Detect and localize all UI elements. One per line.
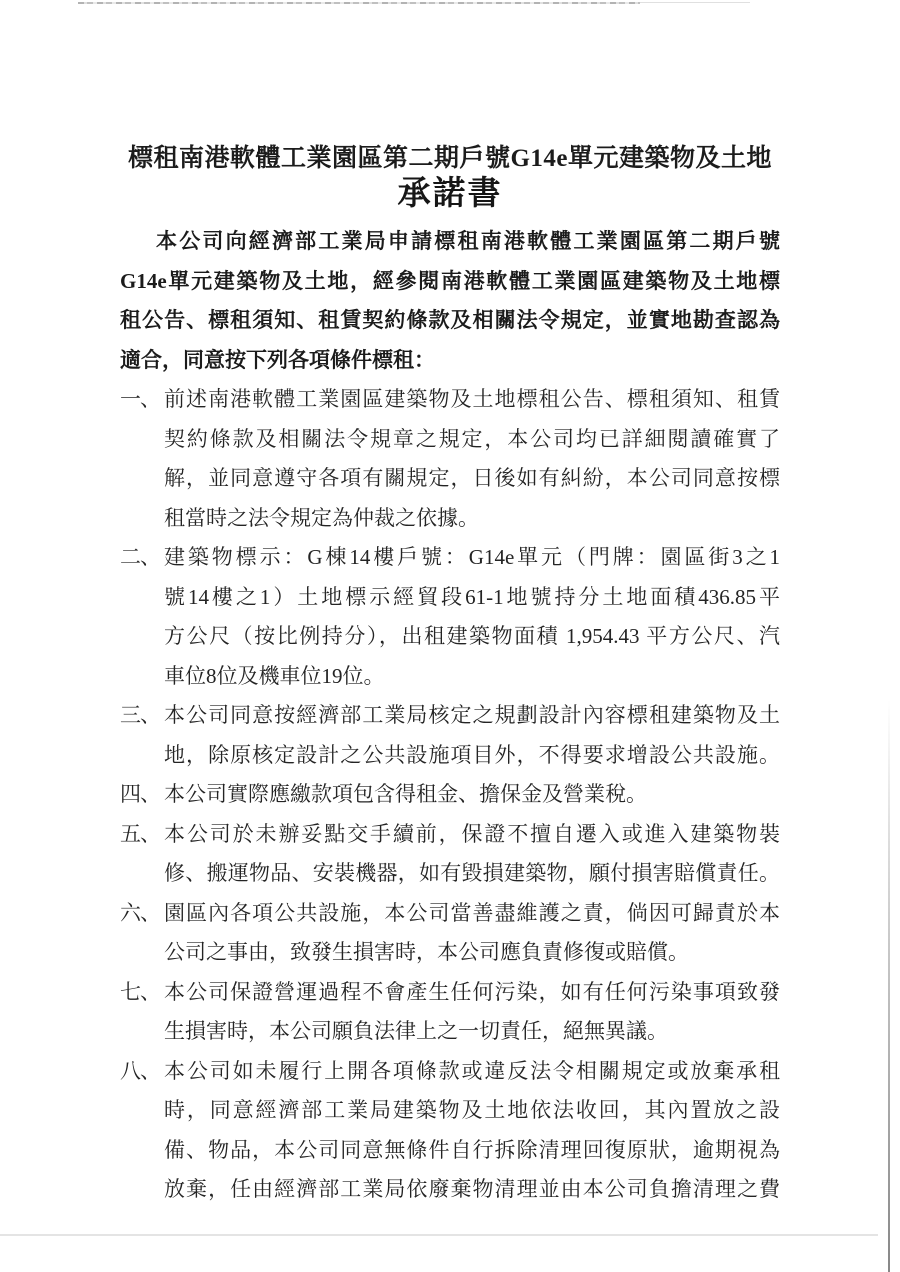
intro-paragraph [120,222,780,380]
clause-number: 七、 [120,979,160,1004]
clause-number: 六、 [120,900,160,925]
scan-artifact-top-line-faint [640,2,750,3]
clause-line: 方公尺（按比例持分），出租建築物面積 1,954.43 平方公尺、汽 [164,624,780,648]
document-title: 標租南港軟體工業園區第二期戶號G14e單元建築物及土地 [127,145,773,172]
clause-line: 前述南港軟體工業園區建築物及土地標租公告、標租須知、租賃 [164,387,780,411]
intro-line: G14e單元建築物及土地，經參閱南港軟體工業園區建築物及土地標 [120,268,780,293]
clause-number: 二、 [120,545,160,569]
intro-line: 租公告、標租須知、租賃契約條款及相關法令規定，並實地勘查認為 [120,308,780,332]
clause-line: 放棄，任由經濟部工業局依廢棄物清理並由本公司負擔清理之費 [164,1177,780,1201]
clause-line: 本公司同意按經濟部工業局核定之規劃設計內容標租建築物及土 [164,703,780,727]
document-body [120,222,780,1210]
clause-1 [120,380,780,538]
clause-5 [120,815,780,894]
clause-number: 五、 [120,821,160,846]
clause-number: 三、 [120,703,160,727]
clause-3 [120,696,780,775]
scan-artifact-bottom-line [0,1234,878,1236]
clause-line: 本公司如未履行上開各項條款或違反法令相關規定或放棄承租 [164,1058,780,1083]
clause-line: 本公司於未辦妥點交手續前，保證不擅自遷入或進入建築物裝 [164,821,780,846]
clause-line: 本公司保證營運過程不會產生任何污染，如有任何污染事項致發 [164,979,780,1004]
document-heading [120,144,780,212]
clause-2 [120,538,780,696]
clause-line: 本公司實際應繳款項包含得租金、擔保金及營業稅。 [164,782,647,806]
clause-line: 契約條款及相關法令規章之規定，本公司均已詳細閱讀確實了 [164,426,780,451]
clause-number: 一、 [120,387,160,411]
clause-line: 解，並同意遵守各項有關規定，日後如有糾紛，本公司同意按標 [164,466,780,490]
clause-line: 修、搬運物品、安裝機器，如有毀損建築物，願付損害賠償責任。 [164,861,780,885]
clause-8 [120,1052,780,1210]
scan-artifact-top-line [78,2,640,4]
clause-line: 號14樓之1）土地標示經貿段61-1地號持分土地面積436.85平 [164,584,780,609]
clause-line: 園區內各項公共設施，本公司當善盡維護之責，倘因可歸責於本 [164,900,780,925]
clause-line: 公司之事由，致發生損害時，本公司應負責修復或賠償。 [164,940,689,964]
clause-line: 建築物標示：G棟14樓戶號：G14e單元（門牌：園區街3之1 [164,545,780,569]
clause-7 [120,973,780,1052]
clause-number: 四、 [120,782,160,806]
clause-number: 八、 [120,1058,160,1083]
scan-artifact-right-edge-line [888,700,890,1272]
scan-artifact-speckles [0,0,2,2]
clause-line: 租當時之法令規定為仲裁之依據。 [164,505,479,530]
clause-line: 生損害時，本公司願負法律上之一切責任，絕無異議。 [164,1019,668,1043]
intro-line: 適合，同意按下列各項條件標租： [120,347,435,372]
clause-line: 車位8位及機車位19位。 [164,663,385,688]
clause-line: 備、物品，本公司同意無條件自行拆除清理回復原狀，逾期視為 [164,1137,780,1162]
clause-4 [120,775,780,815]
document-type-title: 承諾書 [397,176,503,212]
intro-line: 本公司向經濟部工業局申請標租南港軟體工業園區第二期戶號 [156,229,780,253]
clause-6 [120,894,780,973]
clause-line: 地，除原核定設計之公共設施項目外，不得要求增設公共設施。 [164,742,780,767]
clause-line: 時，同意經濟部工業局建築物及土地依法收回，其內置放之設 [164,1098,780,1122]
